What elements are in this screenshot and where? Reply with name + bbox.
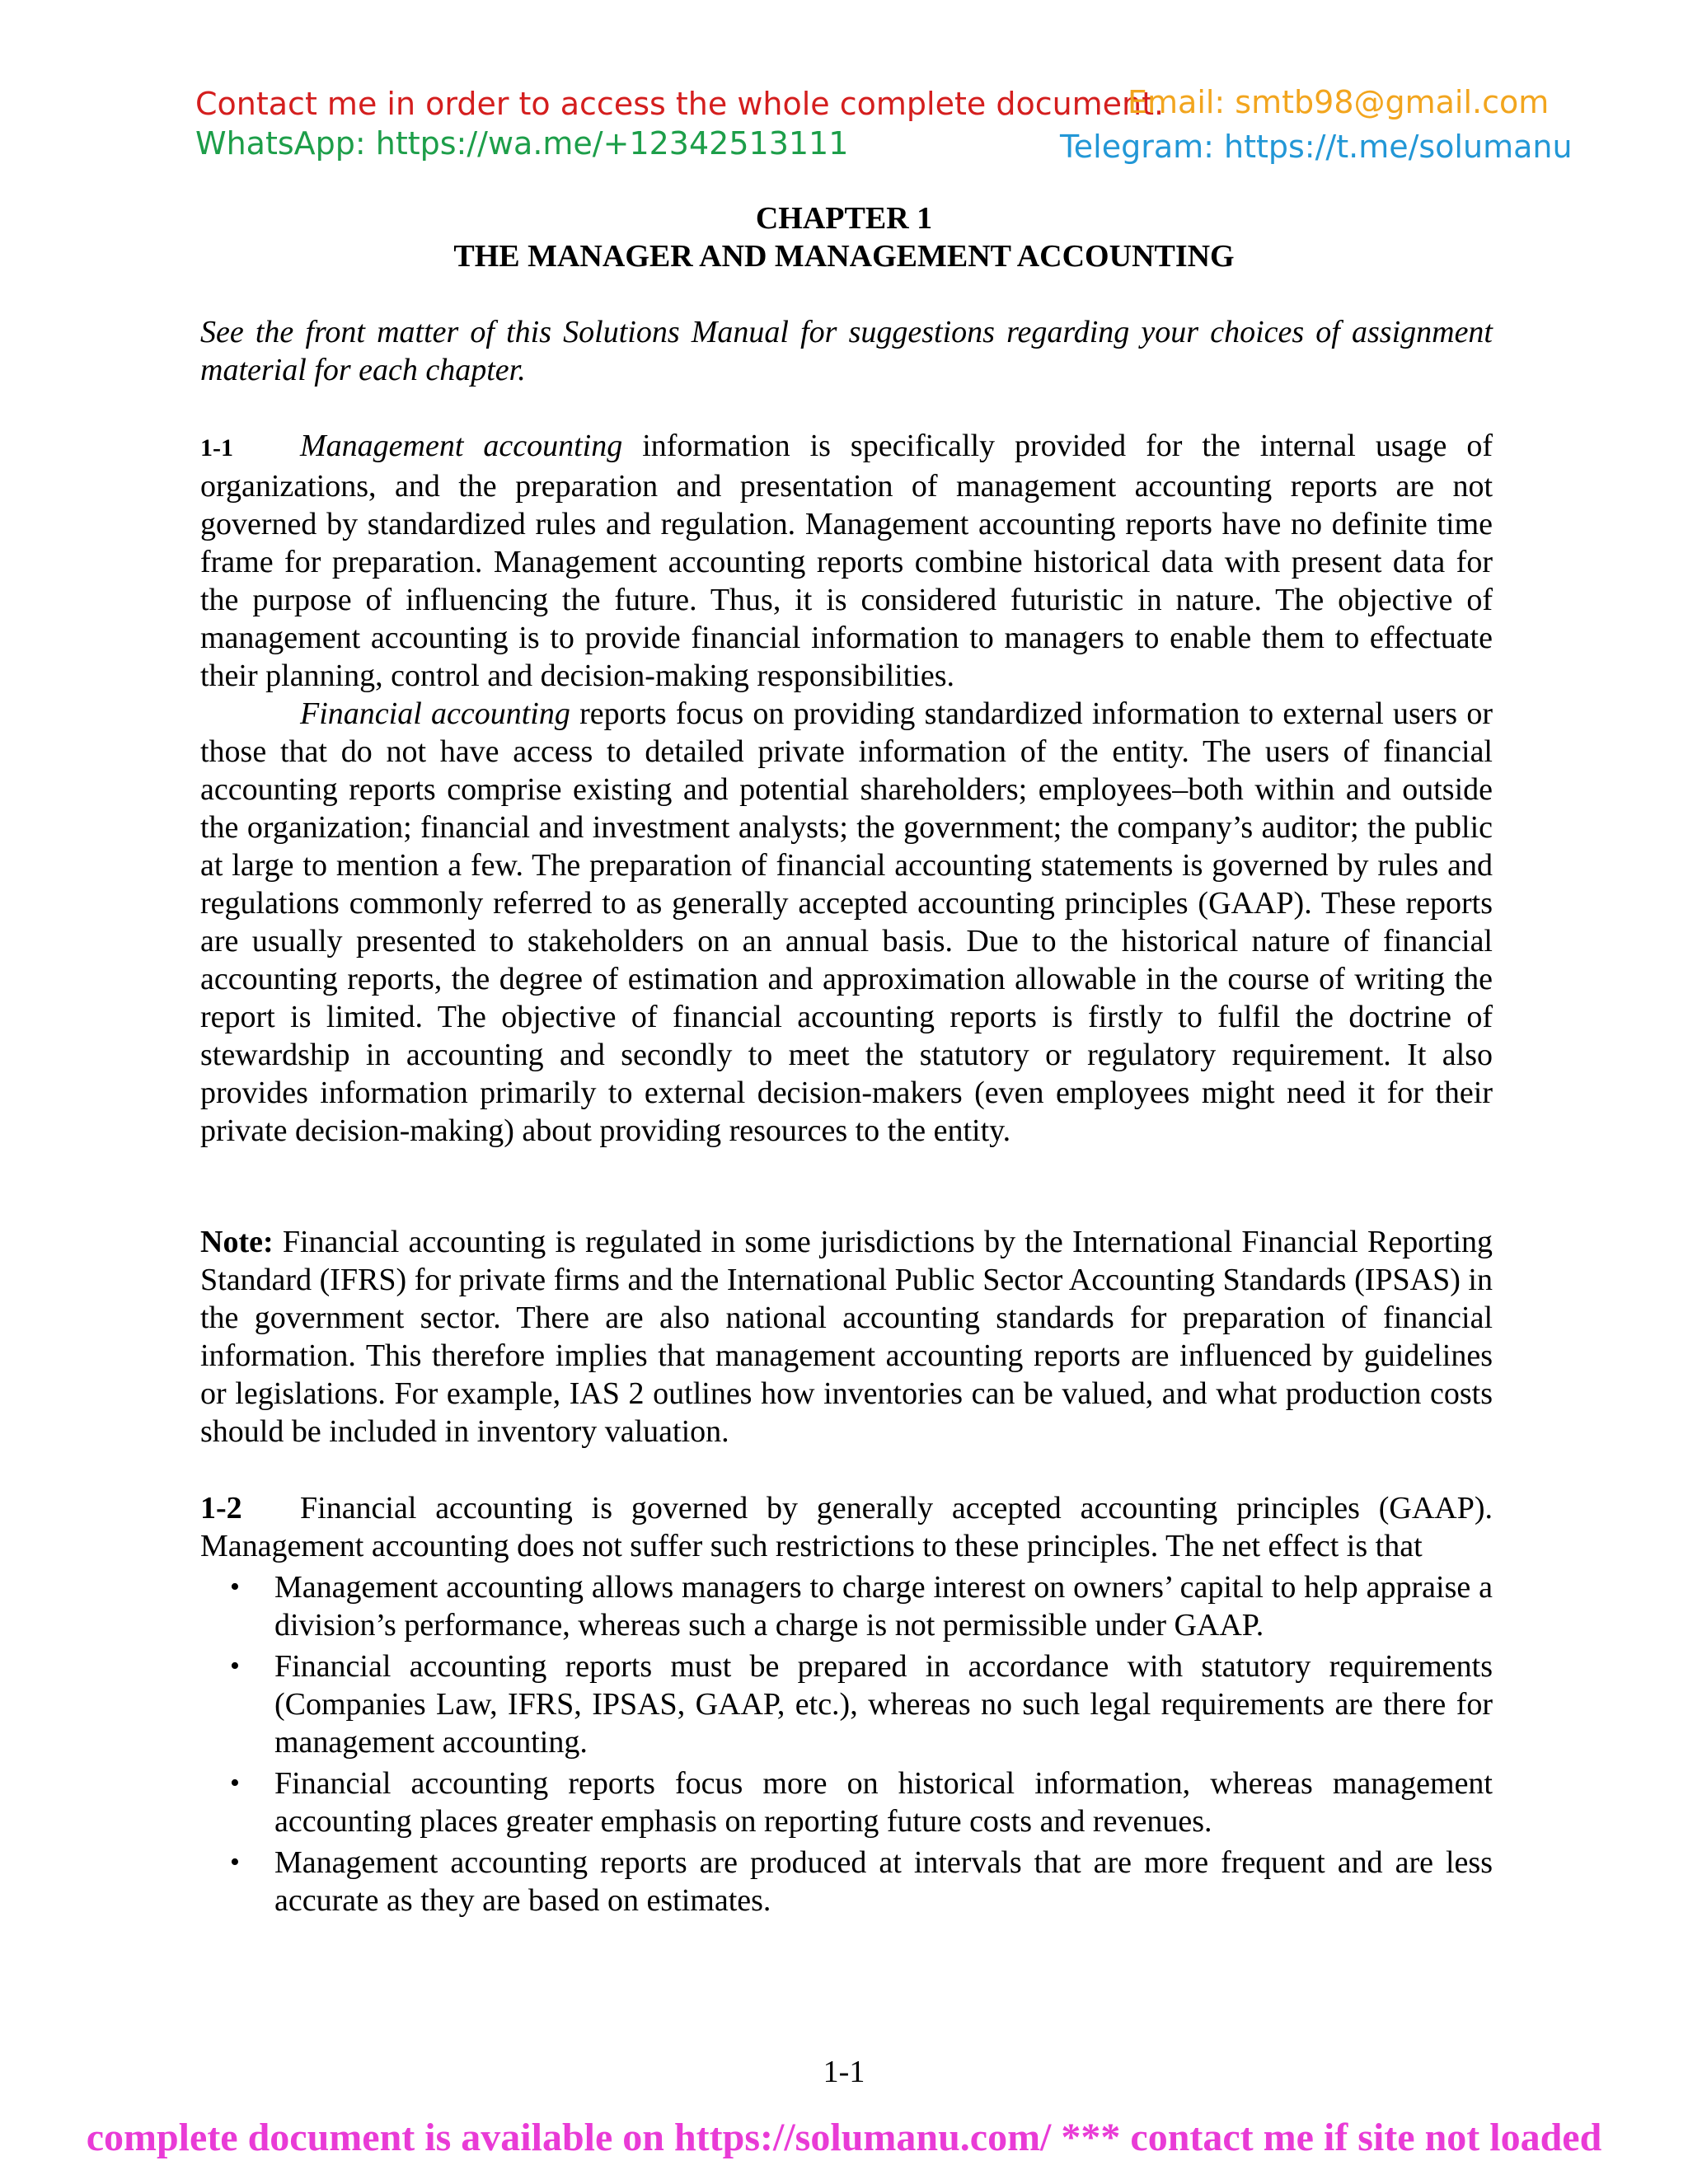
q1-paragraph-1 [200, 427, 1493, 695]
list-item: • Management accounting reports are produced at intervals that are more frequent and are less accurate as they are based on estimates. [230, 1845, 1493, 1918]
q1-number: 1-1 [200, 434, 233, 462]
intro-paragraph [200, 313, 1493, 389]
q2-number: 1-2 [200, 1491, 242, 1526]
email-link[interactable]: Email: smtb98@gmail.com [1128, 84, 1550, 120]
intro-text: See the front matter of this Solutions Manual for suggestions regarding your choices of assignment material for each chapter. [200, 315, 1493, 387]
question-1-2 [200, 1489, 1493, 1919]
bullet-icon: • [230, 1847, 240, 1877]
q1-text-2: reports focus on providing standardized information to external users or those that do not have access to detailed private information of the entity. The users of financial accounting reports comprise existing and potential shareholders; employees–both within and outside the organization; financial and investment analysts; the government; the company’s auditor; the public at large to mention a few. The preparation of financial accounting statements is governed by rules and regulations commonly referred to as generally accepted accounting principles (GAAP). These reports are usually presented to stakeholders on an annual basis. Due to the historical nature of financial accounting reports, the degree of estimation and approximation allowable in the course of writing the report is limited. The objective of financial accounting reports is firstly to fulfil the doctrine of stewardship in accounting and secondly to meet the statutory or regulatory requirement. It also provides information primarily to external decision-makers (even employees might need it for their private decision-making) about providing resources to the entity. [200, 696, 1493, 1148]
chapter-title: THE MANAGER AND MANAGEMENT ACCOUNTING [453, 239, 1235, 274]
footer-banner[interactable]: complete document is available on https://solumanu.com/ *** contact me if site not loaded [86, 2116, 1602, 2159]
bullet-icon: • [230, 1572, 240, 1602]
q2-paragraph [200, 1489, 1493, 1565]
q2-text: Financial accounting is governed by generally accepted accounting principles (GAAP). Management accounting does not suffer such restrictions to these principles. The net effect is that [200, 1491, 1493, 1563]
note-paragraph [200, 1223, 1493, 1451]
q1-term-management: Management accounting [300, 429, 623, 463]
q1-paragraph-2 [200, 695, 1493, 1150]
q2-bullet-list [200, 1568, 1493, 1919]
telegram-link[interactable]: Telegram: https://t.me/solumanu [1060, 129, 1573, 165]
q1-term-financial: Financial accounting [300, 696, 570, 731]
list-item: • Management accounting allows managers to charge interest on owners’ capital to help appraise a division’s performance, whereas such a charge is not permissible under GAAP. [230, 1570, 1493, 1643]
note-text: Financial accounting is regulated in some jurisdictions by the International Financial Reporting Standard (IFRS) for private firms and the International Public Sector Accounting Standards (IPSAS) in the government sector. There are also national accounting standards for preparation of financial information. This therefore implies that management accounting reports are influenced by guidelines or legislations. For example, IAS 2 outlines how inventories can be valued, and what production costs should be included in inventory valuation. [200, 1225, 1493, 1449]
whatsapp-link[interactable]: WhatsApp: https://wa.me/+12342513111 [195, 125, 849, 162]
page-number: 1-1 [823, 2055, 865, 2089]
bullet-icon: • [230, 1768, 240, 1798]
question-1-1 [200, 427, 1493, 1150]
list-item: • Financial accounting reports must be prepared in accordance with statutory requirements (Companies Law, IFRS, IPSAS, GAAP, etc.), whereas no such legal requirements are there for management accounting. [230, 1649, 1493, 1760]
q1-text-1: information is specifically provided for the internal usage of organizations, and the preparation and presentation of management accounting reports are not governed by standardized rules and regulation. Management accounting reports have no definite time frame for preparation. Management accounting reports combine historical data with present data for the purpose of influencing the future. Thus, it is considered futuristic in nature. The objective of management accounting is to provide financial information to managers to enable them to effectuate their planning, control and decision-making responsibilities. [200, 429, 1493, 693]
note-section [200, 1223, 1493, 1451]
note-label: Note: [200, 1225, 274, 1259]
bullet-icon: • [230, 1651, 240, 1681]
list-item: • Financial accounting reports focus more on historical information, whereas management accounting places greater emphasis on reporting future costs and revenues. [230, 1766, 1493, 1839]
contact-notice: Contact me in order to access the whole complete document. [195, 86, 1165, 122]
chapter-number: CHAPTER 1 [755, 201, 933, 236]
